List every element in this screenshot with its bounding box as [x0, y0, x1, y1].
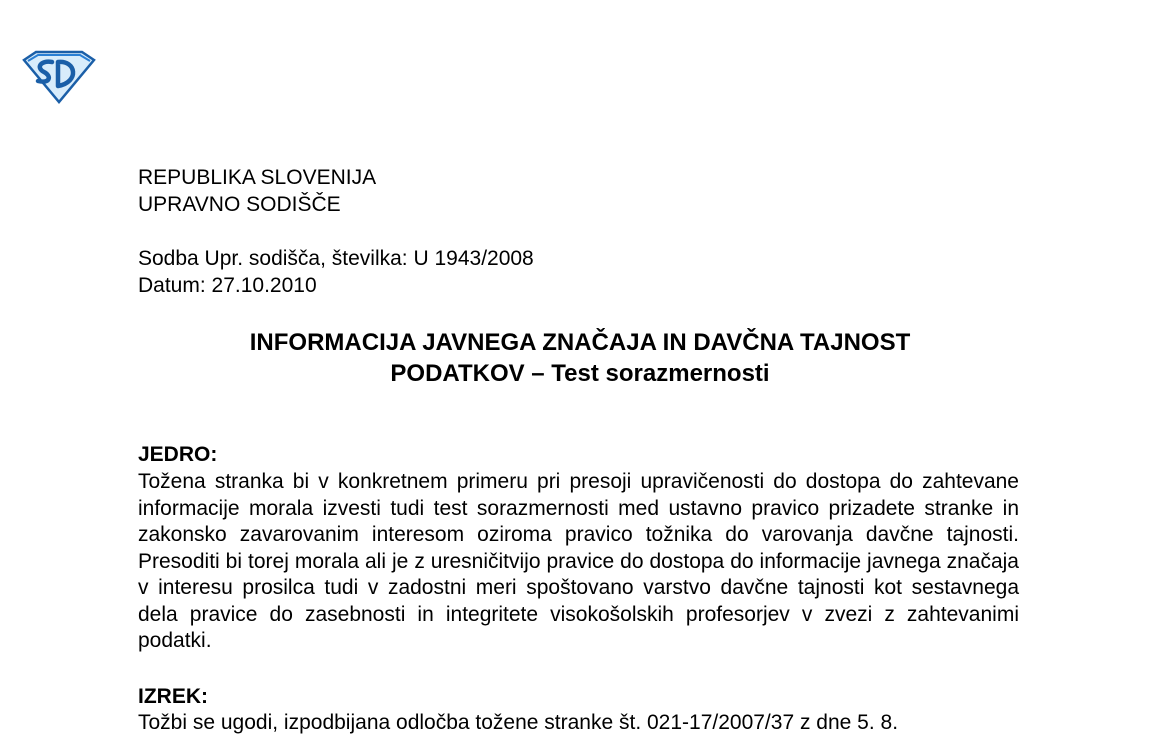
izrek-paragraph: Tožbi se ugodi, izpodbijana odločba tožene stranke št. 021-17/2007/37 z dne 5. 8.	[138, 711, 899, 734]
jedro-paragraph: Tožena stranka bi v konkretnem primeru pri presoji upravičenosti do dostopa do zahtevane informacije morala izvesti tudi test sorazmernosti med ustavno pravico prizadete stranke in zakonsko zavarovanim interesom oziroma pravico tožnika do varovanja davčne tajnosti. Presoditi bi torej morala ali je z uresničitvijo pravice do dostopa do informacije javnega značaja v interesu prosilca tudi v zadostni meri spoštovano varstvo davčne tajnosti kot sestavnega dela pravice do zasebnosti in integritete visokošolskih profesorjev v zvezi z zahtevanimi podatki.	[138, 470, 1019, 652]
case-info	[138, 246, 534, 299]
court-logo	[22, 48, 96, 104]
title-line-2: PODATKOV – Test sorazmernosti	[390, 360, 770, 387]
title-line-1: INFORMACIJA JAVNEGA ZNAČAJA IN DAVČNA TAJNOST	[249, 329, 911, 356]
court-header	[138, 165, 376, 218]
court-line-2: UPRAVNO SODIŠČE	[138, 192, 341, 216]
court-line-1: REPUBLIKA SLOVENIJA	[138, 166, 377, 189]
izrek-heading: IZREK:	[138, 685, 208, 708]
case-number: Sodba Upr. sodišča, številka: U 1943/2008	[138, 247, 534, 270]
case-date: Datum: 27.10.2010	[138, 273, 317, 297]
document-title	[140, 327, 1020, 389]
jedro-heading: JEDRO:	[138, 443, 218, 466]
